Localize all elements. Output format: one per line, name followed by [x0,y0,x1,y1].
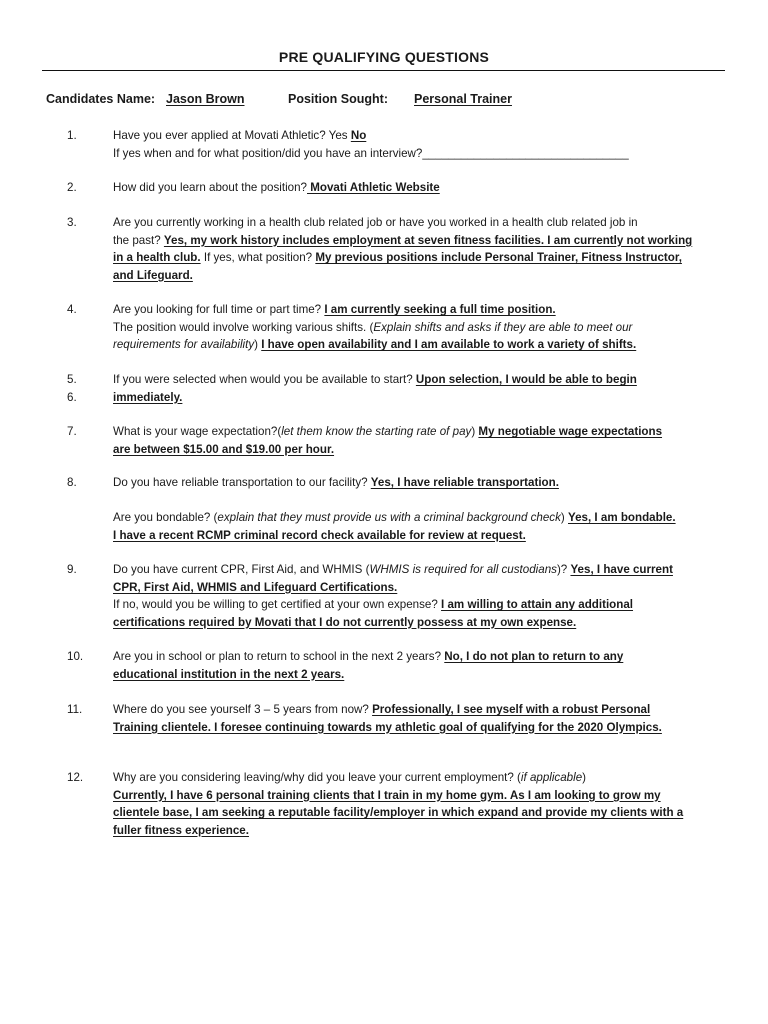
question-text: ) [560,511,568,524]
answer-text: CPR, First Aid, WHMIS and Lifeguard Certifications. [113,580,398,594]
answer-text: Movati Athletic Website [307,181,440,194]
question-text: ) [254,338,262,351]
answer-text: Yes, my work history includes employment at seven fitness facilities. I am currently not working [163,233,693,247]
question-number: 1. [67,129,77,142]
instruction-text: let them know the starting rate of pay [281,425,472,438]
answer-text: I have open availability and I am available to work a variety of shifts. [261,338,637,351]
question-text: )? [556,563,571,576]
answer-text: Yes, I am bondable. [568,511,676,524]
question-text: If yes when and for what position/did you have an interview?________________________________ [113,146,629,160]
question-text: If you were selected when would you be available to start? [113,373,416,386]
answer-text: No [350,129,367,142]
question-number: 8. [67,476,77,489]
answer-text: clientele base, I am seeking a reputable facility/employer in which expand and provide my clients with a [113,806,684,819]
question-number: 7. [67,425,77,438]
question-text: Why are you considering leaving/why did you leave your current employment? ( [113,771,521,784]
instruction-text: requirements for availability [113,338,255,351]
answer-text: Upon selection, I would be able to begin [415,373,637,386]
question-number: 2. [67,181,77,194]
candidate-name-value: Jason Brown [166,92,245,106]
question-number: 5. [67,373,77,386]
answer-text: certifications required by Movati that I do not currently possess at my own expense. [113,615,577,629]
question-text: The position would involve working various shifts. ( [113,320,374,334]
answer-text: I am willing to attain any additional [441,598,634,611]
question-text: Do you have reliable transportation to our facility? [113,476,371,489]
instruction-text: WHMIS is required for all custodians [369,563,557,576]
answer-text: Professionally, I see myself with a robust Personal [372,703,651,716]
answer-text: No, I do not plan to return to any [444,650,624,663]
answer-text: are between $15.00 and $19.00 per hour. [113,442,335,456]
position-value: Personal Trainer [414,92,512,106]
question-text: Are you in school or plan to return to school in the next 2 years? [113,650,445,663]
question-number: 11. [67,703,83,716]
answer-text: Yes, I have reliable transportation. [370,476,559,489]
instruction-text: explain that they must provide us with a criminal background check [217,511,561,524]
question-text: the past? [113,233,164,247]
question-number: 6. [67,390,77,404]
answer-text: Currently, I have 6 personal training clients that I train in my home gym. As I am looking to grow my [113,788,661,802]
question-text: Are you looking for full time or part time? [113,303,325,316]
question-text: Where do you see yourself 3 – 5 years from now? [113,703,373,716]
answer-text: I have a recent RCMP criminal record check available for review at request. [113,528,526,542]
question-text: Are you bondable? ( [113,511,218,524]
answer-text: educational institution in the next 2 years. [113,667,345,681]
question-number: 3. [67,216,77,229]
answer-text: fuller fitness experience. [113,823,249,837]
instruction-text: if applicable [520,771,583,784]
document-title: PRE QUALIFYING QUESTIONS [278,49,490,65]
question-text: What is your wage expectation?( [113,425,282,438]
question-text: How did you learn about the position? [113,181,308,194]
candidate-name-label: Candidates Name: [46,92,156,106]
question-number: 4. [67,303,77,316]
question-text: If yes, what position? [200,251,316,264]
question-text: Do you have current CPR, First Aid, and WHMIS ( [113,563,370,576]
answer-text: immediately. [113,390,183,404]
answer-text: My negotiable wage expectations [478,425,663,438]
answer-text: in a health club. [113,251,201,264]
question-text: Are you currently working in a health club related job or have you worked in a health club related job in [113,216,638,229]
position-label: Position Sought: [288,92,388,106]
title-divider [42,70,725,71]
answer-text: Training clientele. I foresee continuing towards my athletic goal of qualifying for the 2020 Olympics. [113,720,662,734]
question-number: 12. [67,771,84,784]
answer-text: Yes, I have current [570,563,673,576]
answer-text: and Lifeguard. [113,268,193,282]
question-text: ) [471,425,479,438]
question-text: Have you ever applied at Movati Athletic? Yes [113,129,351,142]
question-number: 9. [67,563,77,576]
answer-text: I am currently seeking a full time position. [324,303,556,316]
instruction-text: Explain shifts and asks if they are able to meet our [373,320,633,334]
question-text: ) [582,771,587,784]
answer-text: My previous positions include Personal Trainer, Fitness Instructor, [315,251,682,264]
question-text: If no, would you be willing to get certified at your own expense? [113,598,442,611]
question-number: 10. [67,650,84,663]
